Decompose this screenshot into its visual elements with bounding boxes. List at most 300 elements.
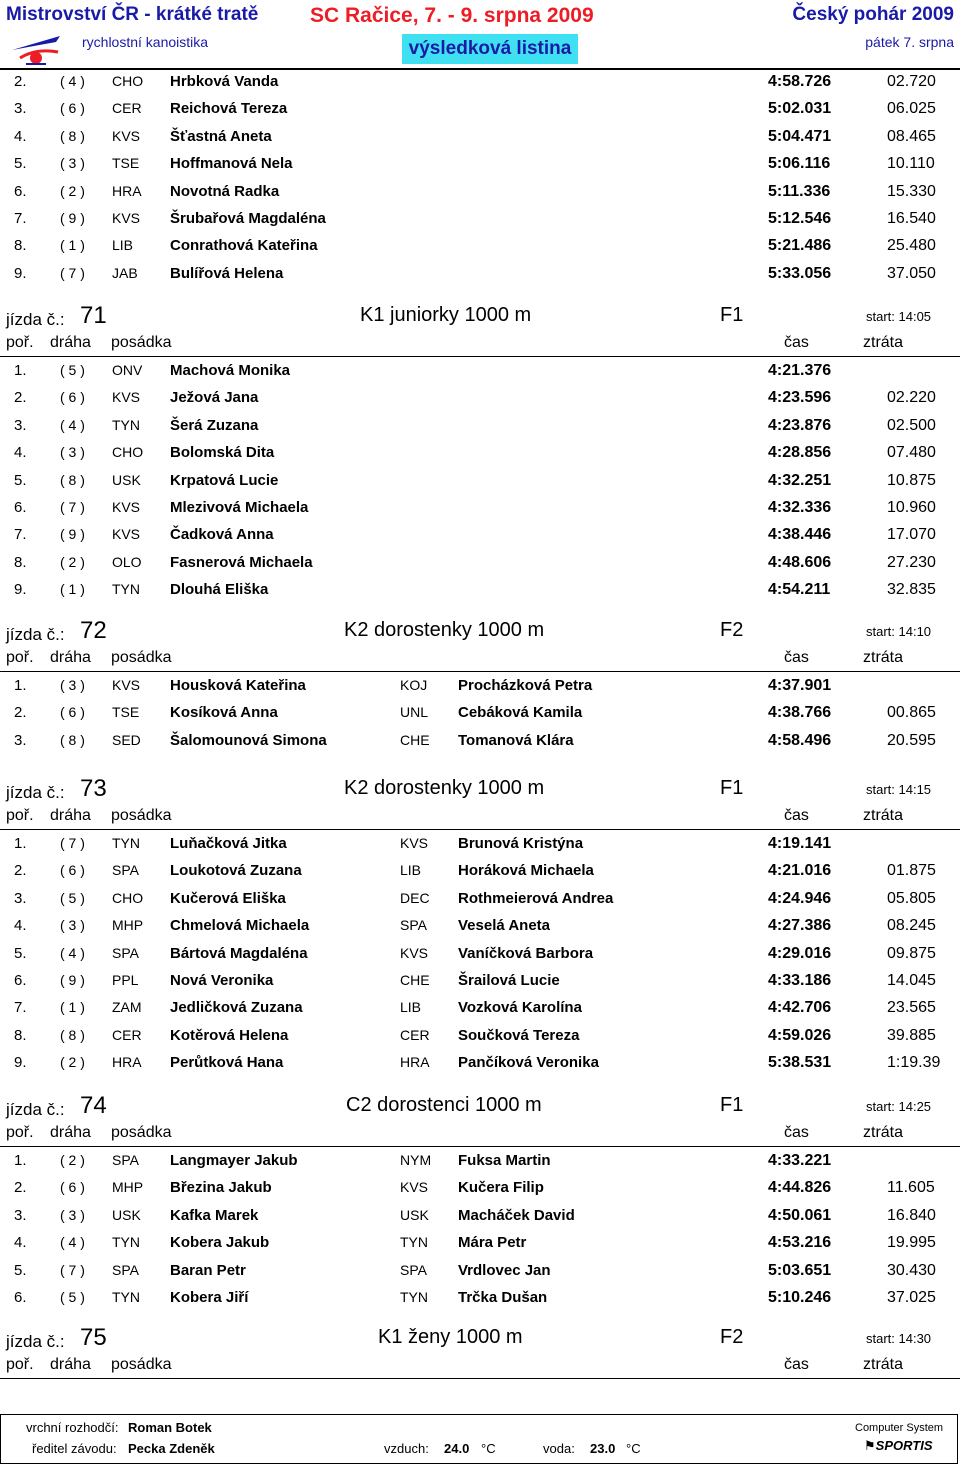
club: KVS [112, 499, 141, 515]
athlete-name-2: Trčka Dušan [458, 1289, 548, 1306]
athlete-name: Fasnerová Michaela [170, 553, 313, 571]
result-row [0, 890, 960, 912]
athlete-name: Baran Petr [170, 1261, 246, 1279]
lane: ( 3 ) [60, 917, 85, 934]
lane: ( 4 ) [60, 944, 85, 961]
rank: 9. [14, 264, 27, 282]
result-row [0, 1207, 960, 1229]
finish-time: 4:38.446 [768, 526, 832, 544]
result-row [0, 835, 960, 857]
rank: 5. [14, 471, 27, 489]
rank: 3. [14, 1206, 27, 1224]
athlete-name: Kučerová Eliška [170, 889, 286, 907]
result-row [0, 1262, 960, 1284]
finish-time: 4:28.856 [768, 444, 832, 462]
time-loss: 30.430 [887, 1261, 936, 1279]
lane: ( 1 ) [60, 237, 85, 254]
finish-time: 5:10.246 [768, 1289, 832, 1306]
athlete-name-2: Vaníčková Barbora [458, 944, 594, 962]
club-2: LIB [400, 999, 422, 1016]
athlete-name: Kobera Jakub [170, 1234, 270, 1252]
club-2: SPA [400, 1261, 427, 1278]
club: CHO [112, 444, 144, 461]
page-footer [0, 1410, 960, 1466]
finish-time: 4:50.061 [768, 1206, 832, 1224]
time-loss: 17.070 [887, 526, 936, 544]
time-loss: 10.875 [887, 471, 936, 489]
finish-time: 4:58.726 [768, 73, 832, 90]
lane: ( 2 ) [60, 182, 85, 199]
finish-time: 4:27.386 [768, 917, 832, 935]
athlete-name-2: Horáková Michaela [458, 862, 594, 880]
col-time-header: čas [784, 334, 809, 351]
club: CHO [112, 73, 144, 89]
result-row [0, 1179, 960, 1201]
result-row [0, 1027, 960, 1049]
col-crew-header: posádka [111, 1356, 172, 1373]
race-number: 75 [80, 1324, 107, 1351]
result-row [0, 1054, 960, 1076]
rank: 2. [14, 73, 27, 90]
time-loss: 02.220 [887, 389, 936, 407]
athlete-name-2: Mára Petr [458, 1234, 527, 1252]
air-temp-unit: °C [481, 1441, 496, 1456]
result-row [0, 732, 960, 754]
race-number-label: jízda č.: [6, 1332, 65, 1351]
finish-time: 4:42.706 [768, 999, 832, 1017]
result-row [0, 554, 960, 576]
club: HRA [112, 1054, 142, 1071]
result-row [0, 862, 960, 884]
federation-logo-icon [6, 28, 66, 66]
result-row [0, 499, 960, 521]
header-divider [0, 68, 960, 70]
rank: 7. [14, 999, 27, 1017]
lane: ( 8 ) [60, 1026, 85, 1043]
header-rule [0, 829, 960, 830]
lane: ( 2 ) [60, 1054, 85, 1071]
race-final: F1 [720, 304, 744, 326]
athlete-name-2: Veselá Aneta [458, 917, 550, 935]
race-director-label: ředitel závodu: [32, 1441, 117, 1456]
chief-referee-name: Roman Botek [128, 1420, 212, 1435]
finish-time: 4:58.496 [768, 731, 832, 749]
rank: 9. [14, 581, 27, 599]
club: LIB [112, 237, 134, 254]
finish-time: 4:24.946 [768, 889, 832, 907]
club: KVS [112, 677, 141, 693]
race-title: K1 juniorky 1000 m [360, 304, 532, 326]
race-number-label: jízda č.: [6, 310, 65, 329]
rank: 1. [14, 362, 27, 379]
finish-time: 4:29.016 [768, 944, 832, 962]
lane: ( 7 ) [60, 1261, 85, 1278]
club: SPA [112, 944, 139, 961]
col-time-header: čas [784, 807, 809, 824]
athlete-name: Conrathová Kateřina [170, 237, 318, 255]
rank: 5. [14, 1261, 27, 1279]
club-2: DEC [400, 889, 430, 906]
finish-time: 5:06.116 [768, 155, 831, 173]
air-temp-value: 24.0 [444, 1441, 470, 1456]
club-2: KOJ [400, 677, 428, 693]
race-header [0, 615, 960, 649]
race-number-label: jízda č.: [6, 625, 65, 644]
rank: 5. [14, 944, 27, 962]
col-rank-header: poř. [6, 334, 34, 351]
athlete-name: Šerá Zuzana [170, 416, 259, 434]
time-loss: 32.835 [887, 581, 936, 599]
club: TYN [112, 581, 140, 598]
rank: 1. [14, 835, 27, 852]
club: KVS [112, 210, 141, 226]
cup-title: Český pohár 2009 [792, 4, 954, 25]
lane: ( 6 ) [60, 862, 85, 879]
finish-time: 5:11.336 [768, 182, 831, 200]
finish-time: 4:53.216 [768, 1234, 832, 1252]
athlete-name-2: Kučera Filip [458, 1179, 544, 1197]
race-start-time: start: 14:15 [866, 782, 932, 797]
time-loss: 20.595 [887, 731, 936, 749]
result-row [0, 362, 960, 384]
sportis-logo [864, 1438, 933, 1454]
club-2: USK [400, 1206, 429, 1223]
col-lane-header: dráha [50, 334, 91, 351]
time-loss: 10.110 [887, 155, 935, 173]
time-loss: 15.330 [887, 182, 936, 200]
athlete-name: Kafka Marek [170, 1206, 259, 1224]
header-rule [0, 356, 960, 357]
rank: 4. [14, 1234, 27, 1252]
club-2: CHE [400, 972, 430, 988]
time-loss: 39.885 [887, 1026, 936, 1044]
race-header [0, 300, 960, 334]
athlete-name-2: Cebáková Kamila [458, 704, 583, 722]
race-number: 72 [80, 617, 107, 644]
race-title: K2 dorostenky 1000 m [344, 619, 545, 641]
club: JAB [112, 264, 138, 281]
time-loss: 10.960 [887, 499, 936, 516]
athlete-name: Krpatová Lucie [170, 471, 279, 489]
club: TYN [112, 835, 140, 851]
lane: ( 7 ) [60, 499, 85, 515]
lane: ( 6 ) [60, 704, 85, 721]
results-list-badge: výsledková listina [402, 34, 578, 64]
race-number-label: jízda č.: [6, 1100, 65, 1119]
club: USK [112, 471, 141, 488]
lane: ( 4 ) [60, 1234, 85, 1251]
water-temp-label: voda: [543, 1441, 575, 1456]
finish-time: 4:37.901 [768, 677, 832, 694]
athlete-name-2: Pančíková Veronika [458, 1054, 599, 1072]
lane: ( 3 ) [60, 1206, 85, 1223]
club: SPA [112, 1152, 139, 1168]
result-row [0, 389, 960, 411]
result-row [0, 472, 960, 494]
time-loss: 37.050 [887, 264, 936, 282]
col-loss-header: ztráta [863, 807, 904, 824]
column-header [0, 1356, 960, 1376]
time-loss: 02.500 [887, 416, 936, 434]
club: USK [112, 1206, 141, 1223]
club-2: KVS [400, 835, 429, 851]
rank: 2. [14, 1179, 27, 1197]
race-title: C2 dorostenci 1000 m [346, 1094, 542, 1116]
athlete-name-2: Macháček David [458, 1206, 575, 1224]
time-loss: 06.025 [887, 100, 936, 118]
finish-time: 4:54.211 [768, 581, 831, 599]
col-rank-header: poř. [6, 807, 34, 824]
result-row [0, 444, 960, 466]
club: TYN [112, 1234, 140, 1251]
lane: ( 5 ) [60, 889, 85, 906]
time-loss: 11.605 [887, 1179, 935, 1197]
club-2: LIB [400, 862, 422, 879]
lane: ( 2 ) [60, 1152, 85, 1168]
athlete-name-2: Procházková Petra [458, 677, 593, 694]
result-row [0, 417, 960, 439]
athlete-name: Hoffmanová Nela [170, 155, 293, 173]
rank: 3. [14, 889, 27, 907]
club: TSE [112, 704, 140, 721]
race-final: F1 [720, 1094, 744, 1116]
race-header [0, 1322, 960, 1356]
lane: ( 1 ) [60, 999, 85, 1016]
rank: 4. [14, 127, 27, 145]
result-row [0, 1289, 960, 1311]
athlete-name: Kotěrová Helena [170, 1026, 289, 1044]
lane: ( 3 ) [60, 677, 85, 693]
club-2: CHE [400, 731, 430, 748]
athlete-name: Bártová Magdaléna [170, 944, 308, 962]
finish-time: 5:12.546 [768, 210, 832, 227]
time-loss: 05.805 [887, 889, 936, 907]
system-label: Computer System [855, 1422, 944, 1434]
athlete-name: Bolomská Dita [170, 444, 275, 462]
time-loss: 08.465 [887, 127, 936, 145]
athlete-name: Jedličková Zuzana [170, 999, 303, 1017]
lane: ( 7 ) [60, 835, 85, 851]
club-2: CER [400, 1026, 430, 1043]
result-row [0, 945, 960, 967]
column-header [0, 649, 960, 669]
race-director-name: Pecka Zdeněk [128, 1441, 215, 1456]
lane: ( 4 ) [60, 73, 85, 89]
finish-time: 4:32.336 [768, 499, 832, 516]
finish-time: 5:03.651 [768, 1261, 832, 1279]
finish-time: 4:59.026 [768, 1026, 832, 1044]
athlete-name-2: Rothmeierová Andrea [458, 889, 614, 907]
lane: ( 6 ) [60, 100, 85, 117]
athlete-name: Novotná Radka [170, 182, 280, 200]
lane: ( 5 ) [60, 362, 85, 378]
result-row [0, 526, 960, 548]
result-row [0, 972, 960, 994]
finish-time: 4:21.016 [768, 862, 832, 880]
time-loss: 16.540 [887, 210, 936, 227]
lane: ( 2 ) [60, 553, 85, 570]
race-title: K1 ženy 1000 m [378, 1326, 523, 1348]
col-lane-header: dráha [50, 807, 91, 824]
race-number: 73 [80, 775, 107, 802]
column-header [0, 1124, 960, 1144]
race-title: K2 dorostenky 1000 m [344, 777, 545, 799]
result-row [0, 237, 960, 259]
result-row [0, 155, 960, 177]
col-rank-header: poř. [6, 649, 34, 666]
club: PPL [112, 972, 139, 988]
championship-title: Mistrovství ČR - krátké tratě [6, 4, 259, 25]
result-row [0, 128, 960, 150]
result-row [0, 999, 960, 1021]
club: SED [112, 731, 141, 748]
club: TSE [112, 155, 140, 172]
club-2: HRA [400, 1054, 430, 1071]
lane: ( 8 ) [60, 127, 85, 144]
club-2: KVS [400, 1179, 429, 1196]
time-loss: 00.865 [887, 704, 936, 722]
col-loss-header: ztráta [863, 649, 904, 666]
time-loss: 01.875 [887, 862, 936, 880]
col-crew-header: posádka [111, 1124, 172, 1141]
rank: 7. [14, 526, 27, 544]
finish-time: 5:02.031 [768, 100, 832, 118]
finish-time: 5:33.056 [768, 264, 832, 282]
finish-time: 4:23.876 [768, 416, 832, 434]
lane: ( 3 ) [60, 444, 85, 461]
finish-time: 5:21.486 [768, 237, 832, 255]
athlete-name: Ježová Jana [170, 389, 259, 407]
athlete-name: Mlezivová Michaela [170, 499, 309, 516]
col-rank-header: poř. [6, 1356, 34, 1373]
athlete-name: Machová Monika [170, 362, 291, 379]
rank: 2. [14, 704, 27, 722]
lane: ( 9 ) [60, 526, 85, 543]
athlete-name-2: Fuksa Martin [458, 1152, 551, 1169]
finish-time: 4:32.251 [768, 471, 832, 489]
result-row [0, 73, 960, 95]
club-2: UNL [400, 704, 429, 721]
result-row [0, 1234, 960, 1256]
athlete-name: Šalomounová Simona [170, 731, 327, 749]
athlete-name: Luňačková Jitka [170, 835, 287, 852]
rank: 3. [14, 416, 27, 434]
finish-time: 5:04.471 [768, 127, 832, 145]
club: TYN [112, 1289, 140, 1305]
club: CER [112, 1026, 142, 1043]
lane: ( 8 ) [60, 471, 85, 488]
time-loss: 16.840 [887, 1206, 936, 1224]
result-row [0, 581, 960, 603]
athlete-name: Chmelová Michaela [170, 917, 310, 935]
club: CHO [112, 889, 144, 906]
finish-time: 4:38.766 [768, 704, 832, 722]
athlete-name: Šrubařová Magdaléna [170, 210, 326, 227]
lane: ( 9 ) [60, 210, 85, 226]
finish-time: 5:38.531 [768, 1054, 832, 1072]
col-crew-header: posádka [111, 649, 172, 666]
header-rule [0, 671, 960, 672]
club: KVS [112, 526, 141, 543]
club: HRA [112, 182, 142, 199]
time-loss: 07.480 [887, 444, 936, 462]
club: MHP [112, 917, 144, 934]
finish-time: 4:23.596 [768, 389, 832, 407]
athlete-name-2: Šrailová Lucie [458, 972, 560, 989]
rank: 5. [14, 155, 27, 173]
club-2: KVS [400, 944, 429, 961]
col-lane-header: dráha [50, 1124, 91, 1141]
result-row [0, 210, 960, 232]
club-2: SPA [400, 917, 427, 934]
time-loss: 25.480 [887, 237, 936, 255]
club: SPA [112, 862, 139, 879]
club: SPA [112, 1261, 139, 1278]
rank: 6. [14, 972, 27, 989]
col-loss-header: ztráta [863, 1124, 904, 1141]
athlete-name: Březina Jakub [170, 1179, 272, 1197]
col-crew-header: posádka [111, 807, 172, 824]
rank: 8. [14, 237, 27, 255]
column-header [0, 334, 960, 354]
rank: 2. [14, 389, 27, 407]
lane: ( 1 ) [60, 581, 85, 598]
col-time-header: čas [784, 649, 809, 666]
result-row [0, 265, 960, 287]
athlete-name-2: Vrdlovec Jan [458, 1261, 551, 1279]
rank: 6. [14, 182, 27, 200]
club-2: TYN [400, 1289, 428, 1305]
col-loss-header: ztráta [863, 334, 904, 351]
athlete-name: Bulířová Helena [170, 264, 284, 282]
finish-time: 4:44.826 [768, 1179, 832, 1197]
col-crew-header: posádka [111, 334, 172, 351]
athlete-name: Perůtková Hana [170, 1054, 284, 1072]
race-header [0, 773, 960, 807]
col-rank-header: poř. [6, 1124, 34, 1141]
rank: 6. [14, 499, 27, 516]
race-final: F2 [720, 1326, 744, 1348]
col-lane-header: dráha [50, 649, 91, 666]
club: TYN [112, 416, 140, 433]
athlete-name: Reichová Tereza [170, 100, 288, 118]
lane: ( 7 ) [60, 264, 85, 281]
club: KVS [112, 389, 141, 406]
club: KVS [112, 127, 141, 144]
athlete-name: Nová Veronika [170, 972, 274, 989]
race-number-label: jízda č.: [6, 783, 65, 802]
rank: 3. [14, 731, 27, 749]
result-row [0, 677, 960, 699]
athlete-name-2: Tomanová Klára [458, 731, 574, 749]
result-row [0, 100, 960, 122]
club: ZAM [112, 999, 142, 1016]
event-title: SC Račice, 7. - 9. srpna 2009 [310, 4, 594, 27]
athlete-name-2: Brunová Kristýna [458, 835, 584, 852]
lane: ( 4 ) [60, 416, 85, 433]
club: CER [112, 100, 142, 117]
time-loss: 27.230 [887, 553, 936, 571]
athlete-name: Kobera Jiří [170, 1289, 249, 1306]
sport-subtitle: rychlostní kanoistika [82, 34, 209, 50]
athlete-name: Housková Kateřina [170, 677, 306, 694]
rank: 1. [14, 677, 27, 694]
time-loss: 14.045 [887, 972, 936, 989]
column-header [0, 807, 960, 827]
rank: 6. [14, 1289, 27, 1306]
finish-time: 4:33.221 [768, 1152, 832, 1169]
page-header [0, 0, 960, 68]
